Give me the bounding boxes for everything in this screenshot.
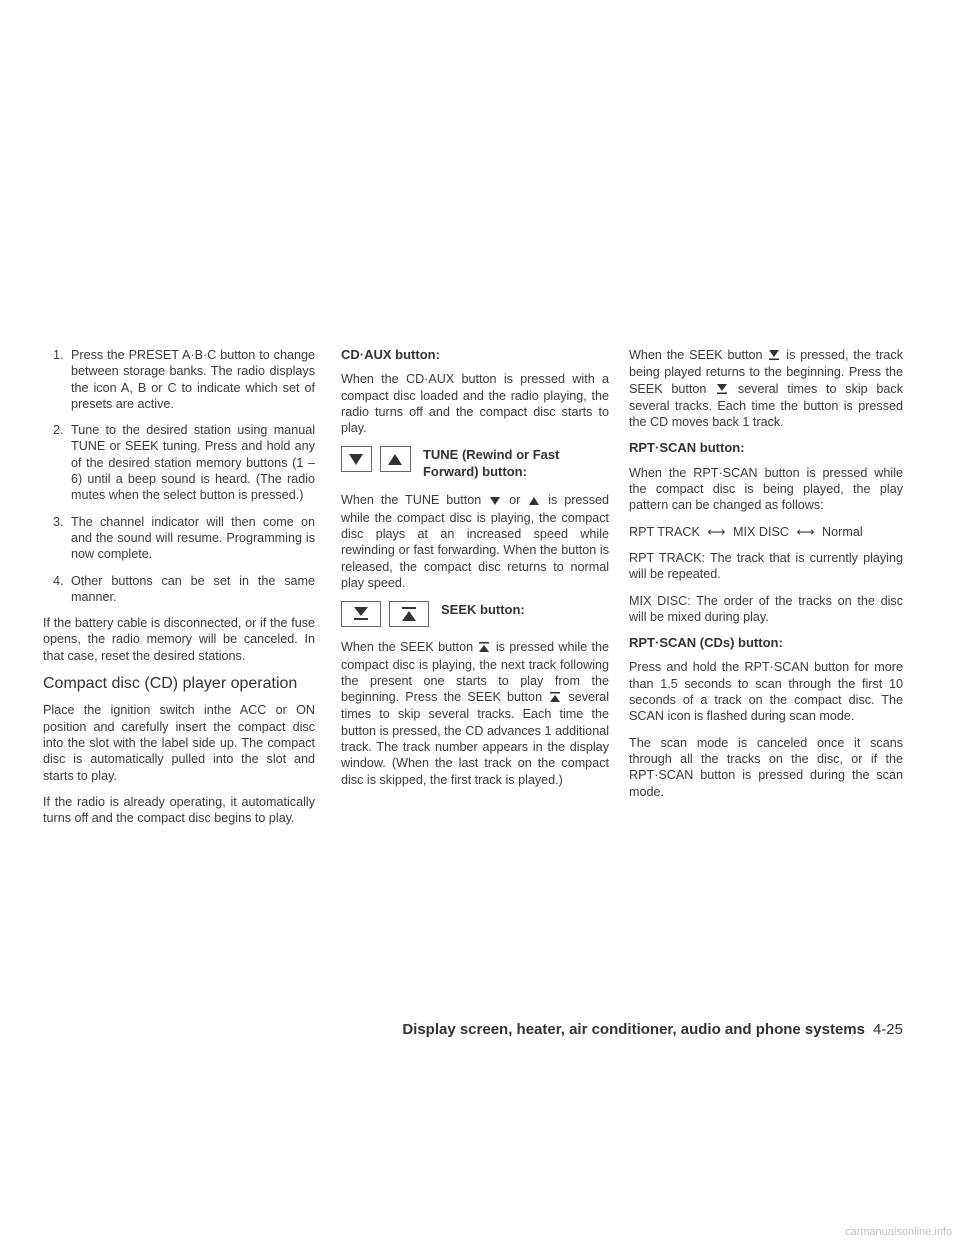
rptscan-paragraph: When the RPT·SCAN button is pressed while the compact disc is being played, the play pattern can be changed as follows: [629,465,903,513]
triangle-up-icon [529,493,539,509]
column-middle [341,347,609,798]
triangle-down-icon [490,493,500,509]
seek-up-icon [479,640,489,656]
rpt-track-paragraph: RPT TRACK: The track that is currently playing will be repeated. [629,550,903,582]
page-number: 4-25 [872,1021,903,1038]
watermark: carmanualsonline.info [844,1226,952,1238]
seek-back-paragraph: When the SEEK button is pressed, the track being played returns to the beginning. Press the SEEK button several times to skip back several tracks. Each time the button is pressed the CD moves back 1 track. [629,348,904,430]
list-item: 4. Other buttons can be set in the same manner. [53,573,315,604]
tune-button-label: TUNE (Rewind or Fast Forward) button: [422,447,560,480]
column-left [43,347,315,836]
list-item: 1. Press the PRESET A·B·C button to change between storage banks. The radio displays the icon A, B or C to indicate which set of presets are active. [53,348,315,411]
seek-button-label: SEEK button: [441,602,525,618]
cdaux-paragraph: When the CD·AUX button is pressed with a compact disc loaded and the radio playing, the radio turns off and the compact disc starts to play. [341,372,609,436]
rptscan-cds-paragraph-2: The scan mode is canceled once it scans through all the tracks on the disc, or if the RPT·SCAN button is pressed during the scan mode. [629,735,903,799]
seek-down-icon [717,382,727,398]
cdaux-heading: CD·AUX button: [341,347,440,362]
cd-paragraph-insert: Place the ignition switch inthe ACC or ON position and carefully insert the compact disc into the slot with the label side up. The compact disc is automatically pulled into the slot and starts to play. [43,703,315,783]
list-item: 3. The channel indicator will then come on and the sound will resume. Programming is now complete. [53,514,315,562]
tune-button-illustration [341,446,609,480]
cd-paragraph-radio: If the radio is already operating, it automatically turns off and the compact disc begins to play. [43,794,315,826]
rptscan-cds-paragraph-1: Press and hold the RPT·SCAN button for more than 1.5 seconds to scan through the first 10 seconds of a track on the compact disc. The SCAN icon is flashed during scan mode. [629,660,903,724]
seek-down-button-icon [341,601,381,627]
double-arrow-icon: ⟷ [796,524,815,539]
seek-up-button-icon [389,601,429,627]
list-item: 2. Tune to the desired station using manual TUNE or SEEK tuning. Press and hold any of the desired station memory buttons (1 – 6) until a beep sound is heard. (The radio mutes when the select button is pressed.) [53,423,315,503]
page-footer [402,1021,903,1038]
double-arrow-icon: ⟷ [707,524,726,539]
battery-paragraph: If the battery cable is disconnected, or if the fuse opens, the radio memory will be canceled. In that case, reset the desired stations. [43,616,315,663]
tune-paragraph: When the TUNE button or is pressed while the compact disc is playing, the compact disc plays at an increased speed while rewinding or fast forwarding. When the button is released, the compact disc returns to normal play speed. [341,493,610,590]
rptscan-heading: RPT·SCAN button: [629,440,745,456]
column-right [629,347,903,810]
play-pattern-sequence: RPT TRACK ⟷ MIX DISC ⟷ Normal [629,524,863,539]
section-title: Display screen, heater, air conditioner, audio and phone systems [402,1021,865,1038]
rptscan-cds-heading: RPT·SCAN (CDs) button: [629,635,783,651]
seek-paragraph: When the SEEK button is pressed while the compact disc is playing, the next track following the present one starts to play from the beginning. Press the SEEK button several times to skip several tracks. Each time the button is pressed, the CD advances 1 additional track. The track number appears in the display window. (When the last track on the compact disc is skipped, the first track is played.) [341,640,610,787]
cd-section-heading: Compact disc (CD) player operation [43,675,298,693]
mix-disc-paragraph: MIX DISC: The order of the tracks on the disc will be mixed during play. [629,593,903,624]
seek-button-illustration [341,601,609,627]
tune-down-button-icon [341,446,372,472]
seek-up-icon [550,690,560,706]
seek-down-icon [769,348,779,364]
tune-up-button-icon [380,446,411,472]
